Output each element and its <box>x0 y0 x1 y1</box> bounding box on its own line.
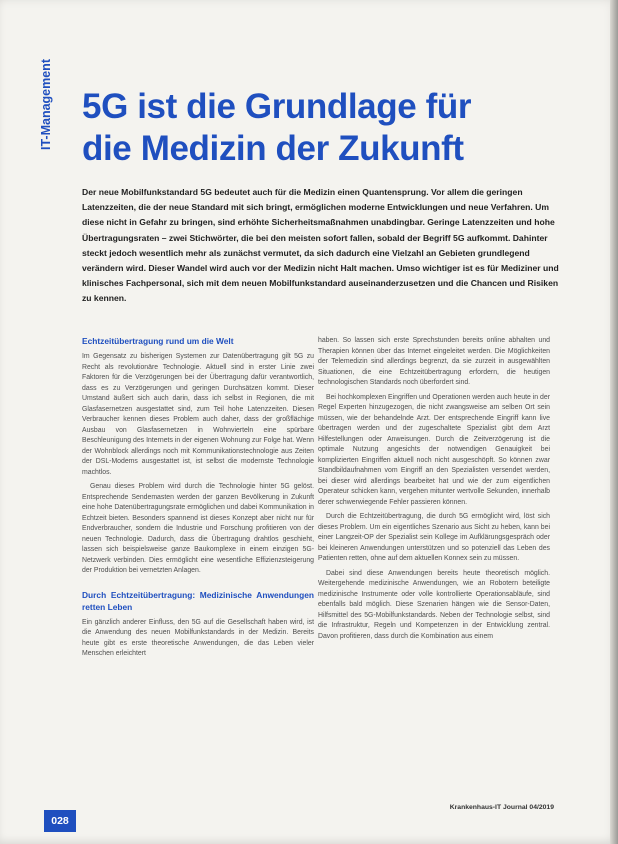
journal-footer: Krankenhaus-IT Journal 04/2019 <box>449 804 554 811</box>
headline-line-2: die Medizin der Zukunft <box>82 129 464 168</box>
section-label: IT-Management <box>39 59 53 150</box>
right-paragraph-2: Bei hochkomplexen Eingriffen und Operationen werden auch heute in der Regel Experten hinzugezogen, die nicht zwangsweise am selben Ort sein müssen, wie der behandelnde Arzt. Der entsprechende Eingriff kann live übertragen werden und der zugeschaltete Spezialist gibt dem Arzt Hilfestellungen oder Anweisungen. Durch die Zeitverzögerung ist die optimale Nutzung angesichts der notwendigen Genauigkeit bei komplizierten Eingriffen aktuell noch nicht ausgeschöpft. So können zwar Standbildaufnahmen vom Eingriff an den Spezialisten versendet werden, bei dieser wird allerdings bearbeitet hat und wie der zum eigentlichen Operateur schicken kann, vergehen mitunter wertvolle Sekunden, innerhalb derer schwerwiegende Fehler passieren können. <box>318 393 550 506</box>
left-paragraph-1: Im Gegensatz zu bisherigen Systemen zur Datenübertragung gilt 5G zu Recht als revolutionäre Technologie. Aktuell sind in erster Linie zwei Faktoren für die Verzögerungen bei der Übertragung dafür verantwortlich, dass es zu Verzögerungen und geringen Durchsätzen kommt. Dieser Umstand äußert sich auch darin, dass ich selbst in Regionen, die mit Glasfasernetzen ausgestattet sind, zum Teil hohe Latenzzeiten. Diesen Verbraucher kennen dieses Problem auch daher, dass der großflächige Ausbau von Glasfasernetzen in Wohnvierteln eine spürbare Beschleunigung des Internets in der eigenen Wohnung zur Folge hat. Wenn der Wohnblock allerdings noch mit Kommunikationstechnologie aus Zeiten der DSL-Modems ausgestattet ist, ist selbst die modernste Technologie machtlos. <box>82 353 314 476</box>
page-number: 028 <box>44 810 76 832</box>
left-paragraph-3: Ein gänzlich anderer Einfluss, den 5G auf die Gesellschaft haben wird, ist die Anwendung des neuen Mobilfunkstandards in der Medizin. Bereits heute gibt es erste theoretische Anwendungen, die das Leben vieler Menschen erleichtert <box>82 618 314 657</box>
article-lead: Der neue Mobilfunkstandard 5G bedeutet auch für die Medizin einen Quantensprung. Vor allem die geringen Latenzzeiten, die der neue Standard mit sich bringt, ermöglichen moderne Entwicklungen und neue Verfahren. Um diese nicht in Gefahr zu bringen, sind erhöhte Sicherheitsmaßnahmen unabdingbar. Geringe Latenzzeiten und hohe Übertragungsraten – zwei Stichwörter, die bei den meisten sofort fallen, sobald der Begriff 5G aufkommt. Dahinter steckt jedoch wesentlich mehr als zunächst vermutet, da sich dadurch eine Vielzahl an Gebieten grundlegend verändern wird. Dieser Wandel wird auch vor der Medizin nicht Halt machen. Umso wichtiger ist es für Mediziner und klinisches Fachpersonal, sich mit dem neuen Mobilfunkstandard auseinanderzusetzen und die Chancen und Risiken zu kennen. <box>82 187 559 304</box>
right-column <box>318 336 550 646</box>
left-paragraph-2: Genau dieses Problem wird durch die Technologie hinter 5G gelöst. Entsprechende Sendemasten werden der ganzen Bevölkerung in Zukunft eine hohe Datenübertragungsrate ermöglichen und dabei Kommunikation in Echtzeit bieten. Besonders spannend ist dieses Konzept aber nicht nur für Endverbraucher, sondern die Industrie und Forschung profitieren von der neuen Technologie. Dadurch, dass die Übertragung drahtlos geschieht, lassen sich beispielsweise ganze Baukomplexe in einem einzigen 5G-Netzwerk verbinden. Dies ermöglicht eine wesentliche Effizienzsteigerung der Produktion bei vernetzten Anlagen. <box>82 483 314 574</box>
left-column-heading: Echtzeitübertragung rund um die Welt <box>82 336 234 346</box>
page-binding-shadow <box>610 0 618 844</box>
right-paragraph-1: haben. So lassen sich erste Sprechstunden bereits online abhalten und Therapien können über das Internet eingeleitet werden. Die Möglichkeiten der Telemedizin sind allerdings begrenzt, da sie zurzeit in ausgewählten Situationen, die eine Echtzeitübertragung erfordern, die heutigen technologischen Standards noch überfordert sind. <box>318 337 550 386</box>
left-column-subheading: Durch Echtzeitübertragung: Medizinische Anwendungen retten Leben <box>82 589 314 612</box>
article-headline <box>82 86 582 170</box>
right-paragraph-4: Dabei sind diese Anwendungen bereits heute theoretisch möglich. Weitergehende medizinische Anwendungen, wie an Robotern beteiligte medizinische Instrumente oder volle kontrollierte Operationsabläufe, sind ebenfalls bald möglich. Diese Szenarien hängen wie die Sensor-Daten, Hilfsmittel des 5G-Mobilfunkstandards. Neben der Technologie selbst, sind die Infrastruktur, Regeln und Kompetenzen in der Entwicklung zentral. Davon profitieren, dass durch die Kombination aus einem <box>318 569 550 640</box>
right-paragraph-3: Durch die Echtzeitübertragung, die durch 5G ermöglicht wird, löst sich dieses Problem. Um ein eigentliches Szenario aus Sicht zu heben, kann bei einer Langzeit-OP der Spezialist sein Kollege im Aufklärungsgespräch oder bei kleineren Anwendungen unterstützen und so potenziell das Leben des Patienten retten, ohne auf dem aktuellen Konnex sein zu müssen. <box>318 513 550 562</box>
headline-line-1: 5G ist die Grundlage für <box>82 87 472 126</box>
left-column <box>82 336 314 664</box>
